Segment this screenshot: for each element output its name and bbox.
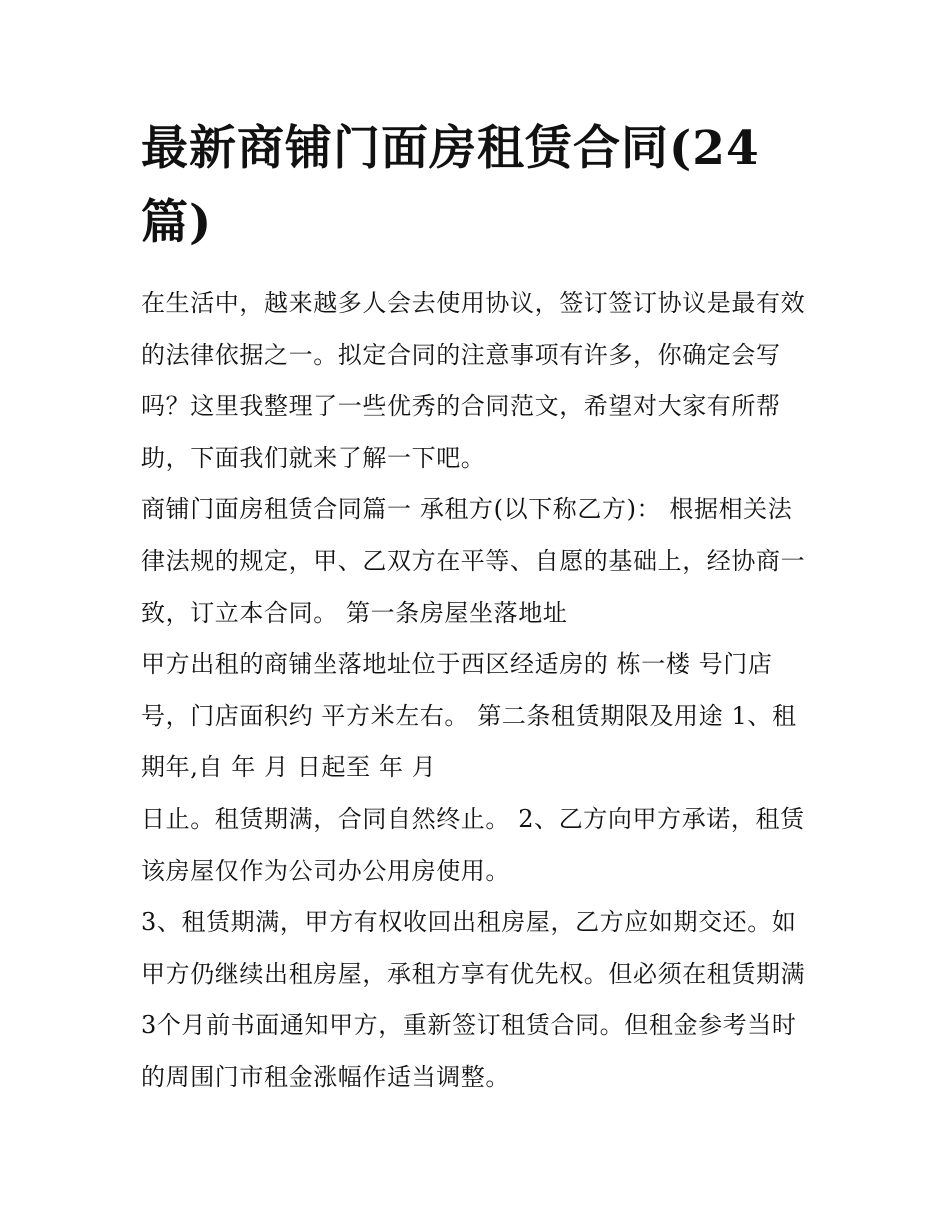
document-body <box>141 278 813 1104</box>
paragraph-property-address: 甲方出租的商铺坐落地址位于西区经适房的 栋一楼 号门店号，门店面积约 平方米左右。 第二条租赁期限及用途 1、租期年,自 年 月 日起至 年 月 <box>141 650 797 782</box>
paragraph-lease-renewal: 3、租赁期满，甲方有权收回出租房屋，乙方应如期交还。如甲方仍继续出租房屋，承租方享有优先权。但必须在租赁期满3个月前书面通知甲方，重新签订租赁合同。但租金参考当时的周围门市租金涨幅作适当调整。 <box>141 908 806 1091</box>
paragraph-lease-end: 日止。租赁期满，合同自然终止。 2、乙方向甲方承诺，租赁该房屋仅作为公司办公用房使用。 <box>141 804 805 885</box>
document-title: 最新商铺门面房租赁合同(24篇) <box>141 121 760 250</box>
paragraph-intro: 在生活中，越来越多人会去使用协议，签订签订协议是最有效的法律依据之一。拟定合同的注意事项有许多，你确定会写吗？这里我整理了一些优秀的合同范文，希望对大家有所帮助，下面我们就来了解一下吧。 <box>141 289 806 472</box>
paragraph-contract-opening: 商铺门面房租赁合同篇一 承租方(以下称乙方)： 根据相关法律法规的规定，甲、乙双方在平等、自愿的基础上，经协商一致，订立本合同。 第一条房屋坐落地址 <box>141 495 806 627</box>
